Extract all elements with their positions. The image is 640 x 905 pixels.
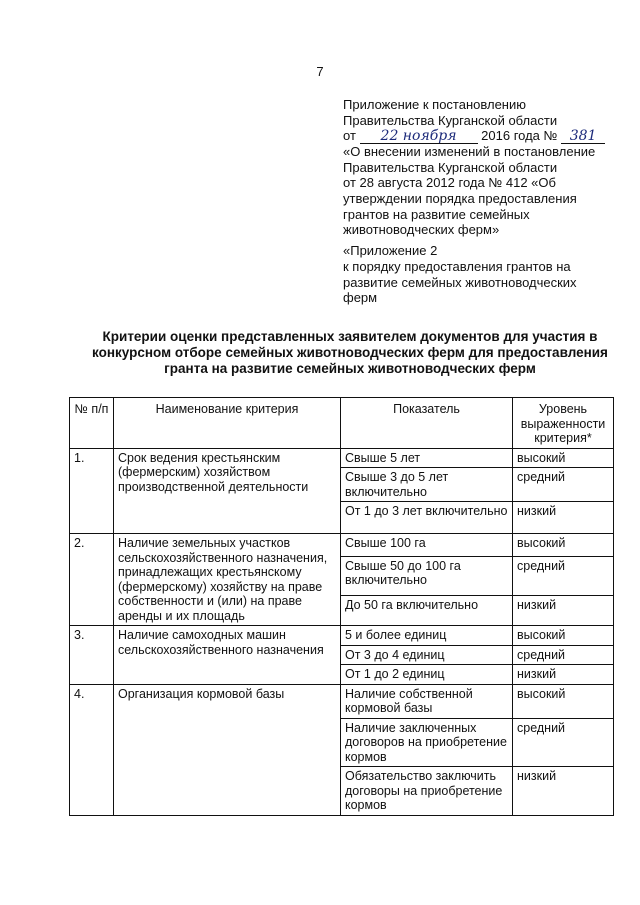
appendix-2-reference [343, 243, 618, 306]
indicator-cell: Свыше 100 га [341, 534, 513, 557]
indicator-cell: От 1 до 2 единиц [341, 665, 513, 685]
indicator-cell: Свыше 5 лет [341, 448, 513, 468]
indicator-cell: Наличие собственной кормовой базы [341, 684, 513, 718]
amendment-line: «О внесении изменений в постановление [343, 144, 596, 160]
header-number: № п/п [70, 398, 114, 449]
indicator-cell: От 1 до 3 лет включительно [341, 502, 513, 534]
title-line: конкурсном отборе семейных животноводческих ферм для предоставления [92, 345, 608, 360]
table-row [70, 684, 614, 718]
criterion-name: Срок ведения крестьянским (фермерским) хозяйством производственной деятельности [114, 448, 341, 534]
level-cell: низкий [513, 767, 614, 816]
header-criterion-name: Наименование критерия [114, 398, 341, 449]
level-cell: средний [513, 556, 614, 595]
table-row [70, 534, 614, 557]
criterion-number: 4. [70, 684, 114, 815]
amendment-line: Правительства Курганской области [343, 159, 558, 175]
indicator-cell: Обязательство заключить договоры на приобретение кормов [341, 767, 513, 816]
indicator-cell: Свыше 50 до 100 га включительно [341, 556, 513, 595]
amendment-line: грантов на развитие семейных [343, 206, 530, 222]
indicator-cell: Свыше 3 до 5 лет включительно [341, 468, 513, 502]
document-title [80, 329, 620, 377]
criteria-table [69, 397, 614, 816]
page-number: 7 [316, 64, 324, 79]
level-cell: низкий [513, 595, 614, 625]
level-cell: средний [513, 468, 614, 502]
level-cell: высокий [513, 626, 614, 646]
amendment-text [343, 144, 618, 238]
appendix-2-line: развитие семейных животноводческих [343, 274, 577, 290]
decree-date-line [343, 128, 618, 144]
level-cell: высокий [513, 448, 614, 468]
indicator-cell: От 3 до 4 единиц [341, 645, 513, 665]
level-cell: высокий [513, 534, 614, 557]
criteria-table-body [70, 448, 614, 815]
criterion-name: Наличие земельных участков сельскохозяйственного назначения, принадлежащих крестьянскому (фермерскому) хозяйству на праве собственности и (или) на праве аренды и их площадь [114, 534, 341, 626]
indicator-cell: Наличие заключенных договоров на приобретение кормов [341, 718, 513, 767]
appendix-2-line: ферм [343, 290, 378, 306]
level-cell: средний [513, 645, 614, 665]
decree-year-label: 2016 года № [481, 128, 558, 144]
criterion-number: 1. [70, 448, 114, 534]
appendix-2-line: к порядку предоставления грантов на [343, 258, 571, 274]
header-indicator: Показатель [341, 398, 513, 449]
amendment-line: от 28 августа 2012 года № 412 «Об [343, 175, 556, 191]
level-cell: средний [513, 718, 614, 767]
criterion-name: Организация кормовой базы [114, 684, 341, 815]
appendix-header-line: Правительства Курганской области [343, 112, 558, 128]
appendix-header-line: Приложение к постановлению [343, 97, 526, 112]
table-row [70, 448, 614, 468]
table-row [70, 626, 614, 646]
handwritten-number: 381 [569, 128, 597, 145]
criterion-number: 2. [70, 534, 114, 626]
title-line: гранта на развитие семейных животноводческих ферм [164, 361, 536, 376]
appendix-2-line: «Приложение 2 [343, 243, 438, 258]
decree-from-label: от [343, 128, 356, 144]
level-cell: низкий [513, 665, 614, 685]
title-line: Критерии оценки представленных заявителем документов для участия в [102, 329, 598, 344]
amendment-line: животноводческих ферм» [343, 222, 500, 238]
criterion-name: Наличие самоходных машин сельскохозяйственного назначения [114, 626, 341, 685]
appendix-header [343, 97, 618, 238]
level-cell: высокий [513, 684, 614, 718]
indicator-cell: До 50 га включительно [341, 595, 513, 625]
criterion-number: 3. [70, 626, 114, 685]
handwritten-date: 22 ноября [380, 128, 457, 145]
header-level: Уровень выраженности критерия* [513, 398, 614, 449]
table-header-row [70, 398, 614, 449]
indicator-cell: 5 и более единиц [341, 626, 513, 646]
decree-date-field [360, 129, 478, 144]
amendment-line: утверждении порядка предоставления [343, 190, 577, 206]
decree-number-field [561, 129, 605, 144]
level-cell: низкий [513, 502, 614, 534]
